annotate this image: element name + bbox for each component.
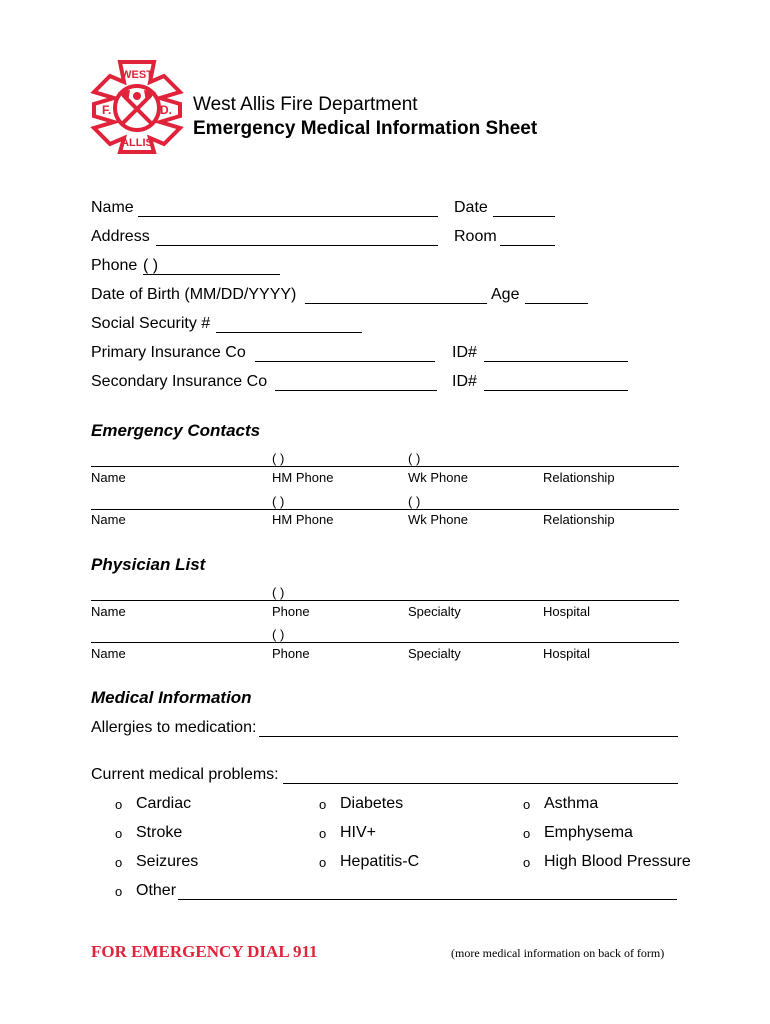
contact1-wk-caption: Wk Phone: [408, 470, 468, 485]
room-field[interactable]: [500, 229, 555, 246]
back-of-form-note: (more medical information on back of form): [451, 946, 665, 960]
emergency-contacts-heading: Emergency Contacts: [91, 421, 261, 440]
date-label: Date: [454, 199, 488, 216]
logo-text-right: D.: [160, 103, 172, 117]
diabetes-label: Diabetes: [340, 795, 404, 812]
secondary-insurance-label: Secondary Insurance Co: [91, 373, 268, 390]
name-label: Name: [91, 199, 134, 216]
logo-text-top: WEST: [121, 69, 153, 81]
physician1-specialty-caption: Specialty: [408, 604, 461, 619]
physician1-hospital-caption: Hospital: [543, 604, 590, 619]
secondary-insurance-field[interactable]: [275, 374, 437, 391]
physician1-phone-paren: ( ): [272, 585, 285, 600]
phone-field[interactable]: [143, 258, 280, 275]
medical-problems-field[interactable]: [283, 767, 678, 784]
contact2-hm-caption: HM Phone: [272, 512, 334, 527]
address-field[interactable]: [156, 229, 438, 246]
primary-insurance-field[interactable]: [255, 345, 435, 362]
diabetes-checkbox[interactable]: o: [319, 797, 327, 812]
fire-department-logo: [90, 58, 184, 156]
asthma-checkbox[interactable]: o: [523, 797, 531, 812]
physician2-hospital-caption: Hospital: [543, 646, 590, 661]
emphysema-checkbox[interactable]: o: [523, 826, 531, 841]
contact2-hm-paren: ( ): [272, 494, 285, 509]
contact1-line[interactable]: [91, 466, 679, 467]
dob-field[interactable]: [305, 287, 487, 304]
emphysema-label: Emphysema: [544, 824, 633, 841]
logo-text-bottom: ALLIS: [121, 137, 153, 149]
physician2-phone-paren: ( ): [272, 627, 285, 642]
contact2-line[interactable]: [91, 509, 679, 510]
address-label: Address: [91, 228, 150, 245]
org-name: West Allis Fire Department: [193, 94, 418, 115]
secondary-id-field[interactable]: [484, 374, 628, 391]
stroke-checkbox[interactable]: o: [115, 826, 123, 841]
physician2-specialty-caption: Specialty: [408, 646, 461, 661]
physician2-phone-caption: Phone: [272, 646, 310, 661]
seizures-label: Seizures: [136, 853, 199, 870]
high-blood-pressure-label: High Blood Pressure: [544, 853, 691, 870]
emergency-dial-notice: FOR EMERGENCY DIAL 911: [91, 942, 318, 961]
contact1-hm-caption: HM Phone: [272, 470, 334, 485]
other-label: Other: [136, 882, 177, 899]
physician1-line[interactable]: [91, 600, 679, 601]
cardiac-checkbox[interactable]: o: [115, 797, 123, 812]
name-field[interactable]: [138, 200, 438, 217]
room-label: Room: [454, 228, 497, 245]
physician2-line[interactable]: [91, 642, 679, 643]
contact2-wk-caption: Wk Phone: [408, 512, 468, 527]
secondary-id-label: ID#: [452, 373, 477, 390]
medical-information-heading: Medical Information: [91, 688, 252, 707]
physician1-phone-caption: Phone: [272, 604, 310, 619]
contact1-hm-paren: ( ): [272, 451, 285, 466]
primary-id-label: ID#: [452, 344, 477, 361]
contact1-name-caption: Name: [91, 470, 126, 485]
cardiac-label: Cardiac: [136, 795, 192, 812]
contact2-name-caption: Name: [91, 512, 126, 527]
high-blood-pressure-checkbox[interactable]: o: [523, 855, 531, 870]
primary-id-field[interactable]: [484, 345, 628, 362]
contact1-wk-paren: ( ): [408, 451, 421, 466]
dob-label: Date of Birth (MM/DD/YYYY): [91, 286, 297, 303]
phone-area-code: ( ): [143, 257, 159, 274]
physician-list-heading: Physician List: [91, 555, 206, 574]
contact2-wk-paren: ( ): [408, 494, 421, 509]
other-field[interactable]: [178, 883, 677, 900]
asthma-label: Asthma: [544, 795, 599, 812]
medical-problems-label: Current medical problems:: [91, 766, 279, 783]
contact2-rel-caption: Relationship: [543, 512, 615, 527]
hiv-checkbox[interactable]: o: [319, 826, 327, 841]
date-field[interactable]: [493, 200, 555, 217]
physician1-name-caption: Name: [91, 604, 126, 619]
other-checkbox[interactable]: o: [115, 884, 123, 899]
physician2-name-caption: Name: [91, 646, 126, 661]
hiv-label: HIV+: [340, 824, 377, 841]
ssn-field[interactable]: [216, 316, 362, 333]
form-title: Emergency Medical Information Sheet: [193, 118, 538, 139]
hepatitis-c-checkbox[interactable]: o: [319, 855, 327, 870]
phone-label: Phone: [91, 257, 138, 274]
allergies-label: Allergies to medication:: [91, 719, 257, 736]
logo-text-left: F.: [102, 103, 112, 117]
age-label: Age: [491, 286, 520, 303]
stroke-label: Stroke: [136, 824, 183, 841]
seizures-checkbox[interactable]: o: [115, 855, 123, 870]
allergies-field[interactable]: [259, 720, 678, 737]
age-field[interactable]: [525, 287, 588, 304]
hepatitis-c-label: Hepatitis-C: [340, 853, 420, 870]
ssn-label: Social Security #: [91, 315, 211, 332]
contact1-rel-caption: Relationship: [543, 470, 615, 485]
primary-insurance-label: Primary Insurance Co: [91, 344, 246, 361]
